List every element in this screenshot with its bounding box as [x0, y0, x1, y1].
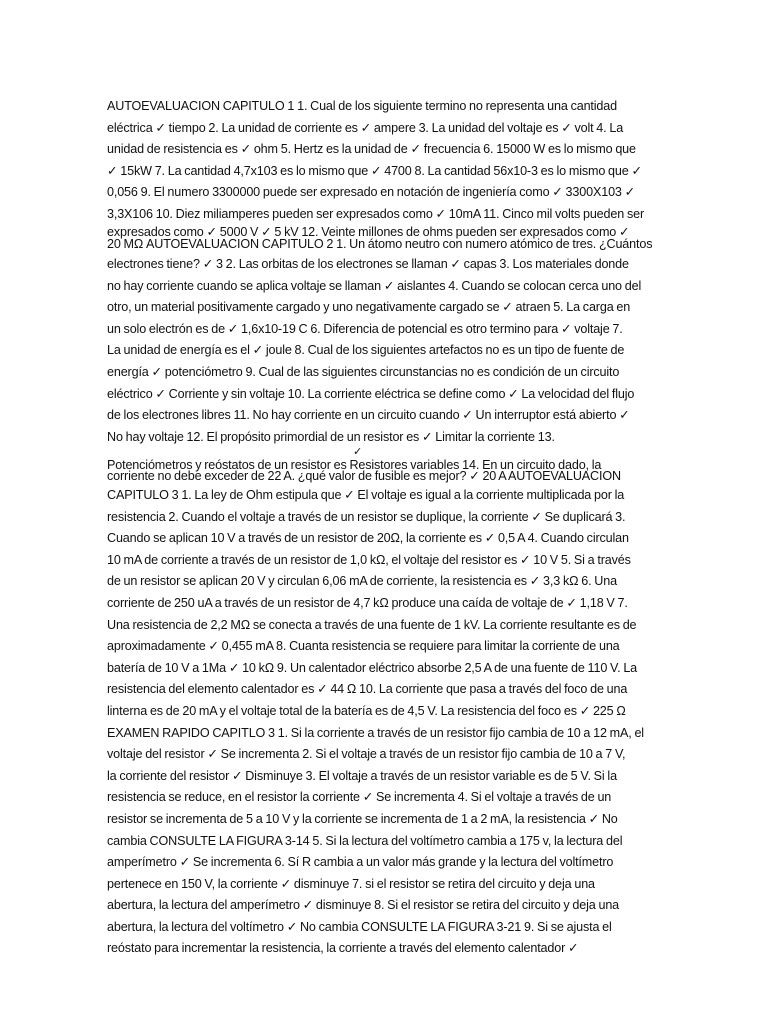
text-line: abertura, la lectura del voltímetro ✓ No cambia CONSULTE LA FIGURA 3-21 9. Si se ajusta el [107, 919, 612, 934]
text-line: resistor se incrementa de 5 a 10 V y la corriente se incrementa de 1 a 2 mA, la resistencia ✓ No [107, 811, 618, 826]
text-line: voltaje del resistor ✓ Se incrementa 2. Si el voltaje a través de un resistor fijo cambia de 10 a 7 V, [107, 747, 626, 762]
overlapping-line: corriente no debe exceder de 22 A. ¿qué valor de fusible es mejor? ✓ 20 A AUTOEVALUACION [107, 469, 621, 483]
text-line: AUTOEVALUACION CAPITULO 1 1. Cual de los siguiente termino no representa una cantidad [107, 99, 617, 113]
text-line: pertenece en 150 V, la corriente ✓ disminuye 7. si el resistor se retira del circuito y deja una [107, 876, 595, 891]
text-line: Una resistencia de 2,2 MΩ se conecta a través de una fuente de 1 kV. La corriente resultante es de [107, 617, 637, 632]
text-line: cambia CONSULTE LA FIGURA 3-14 5. Si la lectura del voltímetro cambia a 175 v, la lectura del [107, 833, 623, 848]
text-line: linterna es de 20 mA y el voltaje total de la batería es de 4,5 V. La resistencia del foco es ✓ 225 Ω [107, 703, 626, 718]
text-line: resistencia 2. Cuando el voltaje a través de un resistor se duplique, la corriente ✓ Se duplicará 3. [107, 509, 626, 524]
text-line: energía ✓ potenciómetro 9. Cual de las siguientes circunstancias no es condición de un circuito [107, 364, 620, 379]
text-line: aproximadamente ✓ 0,455 mA 8. Cuanta resistencia se requiere para limitar la corriente de una [107, 639, 620, 654]
check-mark-icon: ✓ [353, 446, 363, 458]
text-line: CAPITULO 3 1. La ley de Ohm estipula que ✓ El voltaje es igual a la corriente multiplicada por la [107, 488, 625, 502]
text-line: de los electrones libres 11. No hay corriente en un circuito cuando ✓ Un interruptor está abierto ✓ [107, 408, 630, 423]
text-line: no hay corriente cuando se aplica voltaje se llaman ✓ aislantes 4. Cuando se colocan cerca uno del [107, 278, 642, 293]
overlapping-line: Potenciómetros y reóstatos de un resistor es Resistores variables 14. En un circuito dado, la [107, 458, 602, 472]
overlapping-line: 20 MΩ AUTOEVALUACION CAPITULO 2 1. Un átomo neutro con numero atómico de tres. ¿Cuántos [107, 237, 653, 251]
text-line: reóstato para incrementar la resistencia, la corriente a través del elemento calentador ✓ [107, 941, 579, 956]
text-line: amperímetro ✓ Se incrementa 6. Sí R cambia a un valor más grande y la lectura del voltímetro [107, 855, 614, 870]
text-line: 3,3X106 10. Diez miliamperes pueden ser expresados como ✓ 10mA 11. Cinco mil volts pueden ser [107, 206, 644, 221]
text-line: eléctrico ✓ Corriente y sin voltaje 10. La corriente eléctrica se define como ✓ La velocidad del flujo [107, 386, 635, 401]
text-line: EXAMEN RAPIDO CAPITLO 3 1. Si la corriente a través de un resistor fijo cambia de 10 a 12 mA, el [107, 725, 644, 740]
text-line: 0,056 9. El numero 3300000 puede ser expresado en notación de ingeniería como ✓ 3300X103 ✓ [107, 185, 636, 200]
text-line: ✓ 15kW 7. La cantidad 4,7x103 es lo mismo que ✓ 4700 8. La cantidad 56x10-3 es lo mismo que ✓ [107, 163, 642, 178]
text-line: unidad de resistencia es ✓ ohm 5. Hertz es la unidad de ✓ frecuencia 6. 15000 W es lo mismo que [107, 142, 636, 157]
text-line: resistencia del elemento calentador es ✓ 44 Ω 10. La corriente que pasa a través del foco de una [107, 682, 628, 697]
text-line: eléctrica ✓ tiempo 2. La unidad de corriente es ✓ ampere 3. La unidad del voltaje es ✓ volt 4. La [107, 120, 624, 135]
text-line: La unidad de energía es el ✓ joule 8. Cual de los siguientes artefactos no es un tipo de fuente de [107, 343, 625, 358]
text-block-capitulo-1 [107, 96, 667, 226]
text-block-capitulo-2 [107, 254, 667, 448]
text-line: la corriente del resistor ✓ Disminuye 3. El voltaje a través de un resistor variable es de 5 V. Si la [107, 768, 617, 783]
text-line: un solo electrón es de ✓ 1,6x10-19 C 6. Diferencia de potencial es otro termino para ✓ voltaje 7. [107, 321, 623, 336]
text-line: resistencia se reduce, en el resistor la corriente ✓ Se incrementa 4. Si el voltaje a través de un [107, 790, 612, 805]
text-line: abertura, la lectura del amperímetro ✓ disminuye 8. Si el resistor se retira del circuito y deja una [107, 898, 620, 913]
text-line: corriente de 250 uA a través de un resistor de 4,7 kΩ produce una caída de voltaje de ✓ 1,18 V 7. [107, 595, 628, 610]
text-line: 10 mA de corriente a través de un resistor de 1,0 kΩ, el voltaje del resistor es ✓ 10 V 5. Si a través [107, 552, 631, 567]
text-line: otro, un material positivamente cargado y uno negativamente cargado se ✓ atraen 5. La carga en [107, 300, 631, 315]
text-block-capitulo-3 [107, 485, 667, 960]
text-line: electrones tiene? ✓ 3 2. Las orbitas de los electrones se llaman ✓ capas 3. Los materiales donde [107, 257, 629, 271]
text-line: batería de 10 V a 1Ma ✓ 10 kΩ 9. Un calentador eléctrico absorbe 2,5 A de una fuente de 110 V. La [107, 660, 638, 675]
text-line: No hay voltaje 12. El propósito primordial de un resistor es ✓ Limitar la corriente 13. [107, 429, 555, 444]
text-line: de un resistor se aplican 20 V y circulan 6,06 mA de corriente, la resistencia es ✓ 3,3 kΩ 6. Una [107, 574, 617, 589]
overlapping-line: expresados como ✓ 5000 V ✓ 5 kV 12. Veinte millones de ohms pueden ser expresados como ✓ [107, 225, 630, 239]
text-line: Cuando se aplican 10 V a través de un resistor de 20Ω, la corriente es ✓ 0,5 A 4. Cuando circulan [107, 531, 629, 546]
